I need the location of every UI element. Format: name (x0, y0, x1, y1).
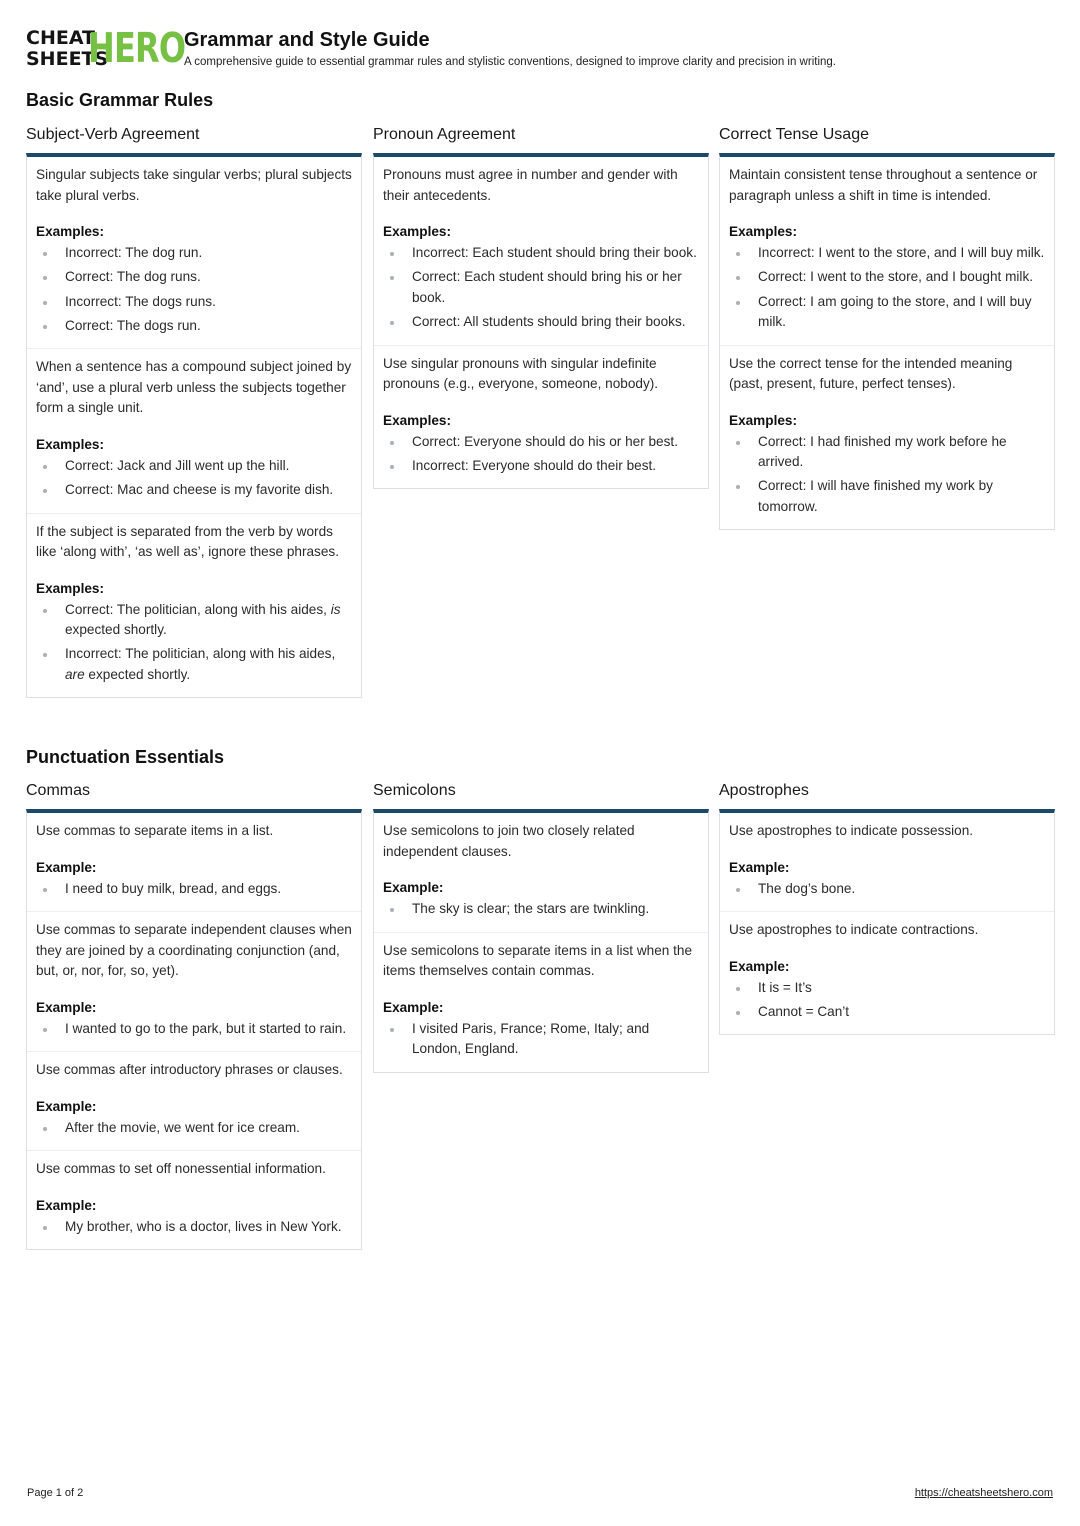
rule-block (374, 932, 708, 1072)
example-label: Example: (36, 859, 97, 875)
page-subtitle: A comprehensive guide to essential grammar rules and stylistic conventions, designed to improve clarity and precision in writing. (184, 56, 836, 68)
column-commas (26, 781, 362, 1250)
list-item: I wanted to go to the park, but it started to rain. (36, 1019, 352, 1040)
list-item: Incorrect: Everyone should do their best. (383, 456, 699, 477)
card-title-apostrophes: Apostrophes (719, 782, 809, 799)
list-item: Correct: The dog runs. (36, 267, 352, 288)
list-item: Correct: I am going to the store, and I will buy milk. (729, 292, 1045, 333)
rule-description: Use apostrophes to indicate possession. (729, 823, 974, 838)
list-item: Correct: Everyone should do his or her best. (383, 432, 699, 453)
examples-list (729, 432, 1045, 518)
list-item: Cannot = Can’t (729, 1002, 1045, 1023)
rule-block (27, 348, 361, 512)
rule-block (27, 157, 361, 348)
example-label: Example: (729, 958, 790, 974)
examples-list (36, 1118, 352, 1139)
examples-list (36, 1217, 352, 1238)
column-pronoun-agreement (373, 125, 709, 489)
rule-block (374, 813, 708, 932)
list-item (36, 644, 352, 685)
list-item: Correct: All students should bring their books. (383, 312, 699, 333)
examples-list (729, 879, 1045, 900)
list-item: The sky is clear; the stars are twinkling. (383, 899, 699, 920)
rule-description: If the subject is separated from the verb by words like ‘along with’, ‘as well as’, ignore these phrases. (36, 523, 339, 560)
example-label: Example: (36, 999, 97, 1015)
card-title-tense: Correct Tense Usage (719, 126, 869, 143)
list-item: Correct: Each student should bring his or her book. (383, 267, 699, 308)
card-title-pronoun: Pronoun Agreement (373, 126, 516, 143)
examples-label: Examples: (36, 436, 105, 452)
emphasized-verb: are (65, 666, 85, 682)
list-item: Correct: The dogs run. (36, 316, 352, 337)
rule-block (720, 345, 1054, 530)
rule-block (374, 345, 708, 489)
list-item: Correct: I will have finished my work by tomorrow. (729, 476, 1045, 517)
rule-description: Use commas to separate independent clauses when they are joined by a coordinating conjunction (and, but, or, nor, for, so, yet). (36, 922, 352, 978)
card-title-commas: Commas (26, 782, 91, 799)
example-text: Correct: The politician, along with his aides, (65, 601, 331, 617)
rule-block (27, 513, 361, 698)
example-label: Example: (383, 880, 444, 895)
list-item: Correct: Mac and cheese is my favorite dish. (36, 480, 352, 501)
list-item: Incorrect: Each student should bring their book. (383, 243, 699, 264)
page-header (26, 24, 1056, 72)
examples-list (729, 243, 1045, 333)
rule-block (27, 1150, 361, 1249)
section-title-punctuation: Punctuation Essentials (26, 747, 225, 767)
rule-description: Use commas after introductory phrases or clauses. (36, 1062, 343, 1077)
examples-list (36, 879, 352, 900)
list-item: I visited Paris, France; Rome, Italy; and London, England. (383, 1019, 699, 1060)
list-item: Correct: Jack and Jill went up the hill. (36, 456, 352, 477)
rule-block (27, 911, 361, 1051)
example-label: Example: (383, 999, 444, 1015)
examples-list (36, 456, 352, 501)
rule-description: Use the correct tense for the intended meaning (past, present, future, perfect tenses). (729, 355, 1013, 392)
example-label: Example: (36, 1197, 97, 1213)
examples-label: Examples: (729, 412, 798, 428)
example-label: Example: (36, 1098, 97, 1114)
list-item: Correct: I went to the store, and I bought milk. (729, 267, 1045, 288)
card-pronoun (373, 153, 709, 489)
site-link[interactable]: https://cheatsheetshero.com (914, 1487, 1053, 1499)
logo-text-cheat: CHEAT (26, 27, 96, 49)
list-item: My brother, who is a doctor, lives in New York. (36, 1217, 352, 1238)
example-text: expected shortly. (84, 666, 191, 682)
examples-label: Examples: (383, 224, 452, 239)
examples-label: Examples: (36, 224, 105, 239)
rule-block (27, 813, 361, 911)
examples-list (36, 1019, 352, 1040)
examples-list (729, 978, 1045, 1023)
card-title-semicolons: Semicolons (373, 782, 456, 799)
list-item: After the movie, we went for ice cream. (36, 1118, 352, 1139)
emphasized-verb: is (330, 601, 341, 617)
rule-description: Use apostrophes to indicate contractions. (729, 922, 979, 937)
rule-description: Singular subjects take singular verbs; plural subjects take plural verbs. (36, 167, 352, 203)
examples-list (383, 432, 699, 477)
examples-label: Examples: (383, 412, 452, 428)
card-apostrophes (719, 809, 1055, 1035)
rule-block (720, 813, 1054, 911)
list-item: It is = It’s (729, 978, 1045, 999)
rule-description: Use semicolons to join two closely related independent clauses. (383, 823, 635, 859)
examples-label: Examples: (36, 580, 105, 596)
column-correct-tense (719, 125, 1055, 530)
card-semicolons (373, 809, 709, 1073)
column-semicolons (373, 781, 709, 1073)
list-item: Incorrect: The dogs runs. (36, 292, 352, 313)
rule-description: Maintain consistent tense throughout a sentence or paragraph unless a shift in time is intended. (729, 167, 1038, 203)
rule-description: Use commas to separate items in a list. (36, 823, 274, 838)
list-item: Correct: I had finished my work before he arrived. (729, 432, 1045, 473)
examples-list (383, 1019, 699, 1060)
list-item (36, 600, 352, 641)
section-title-basic-grammar: Basic Grammar Rules (26, 90, 214, 110)
rule-block (27, 1051, 361, 1150)
rule-description: Use semicolons to separate items in a list when the items themselves contain commas. (383, 942, 693, 978)
example-text: expected shortly. (65, 622, 167, 638)
page-number: Page 1 of 2 (27, 1487, 84, 1499)
list-item: Incorrect: The dog run. (36, 243, 352, 264)
rule-description: Use singular pronouns with singular indefinite pronouns (e.g., everyone, someone, nobody). (383, 355, 659, 392)
card-commas (26, 809, 362, 1250)
column-apostrophes (719, 781, 1055, 1035)
list-item: The dog’s bone. (729, 879, 1045, 900)
example-text: Incorrect: The politician, along with his aides, (65, 646, 336, 662)
examples-list (383, 899, 699, 920)
examples-label: Examples: (729, 224, 798, 239)
rule-block (720, 911, 1054, 1034)
card-tense (719, 153, 1055, 530)
column-subject-verb-agreement (26, 125, 362, 698)
rule-block (720, 157, 1054, 345)
card-subject-verb (26, 153, 362, 698)
page-title: Grammar and Style Guide (184, 29, 430, 51)
cheatsheetshero-logo[interactable] (26, 24, 186, 72)
example-label: Example: (729, 859, 790, 875)
rule-description: Use commas to set off nonessential information. (36, 1161, 326, 1176)
rule-description: Pronouns must agree in number and gender with their antecedents. (383, 167, 678, 203)
rule-description: When a sentence has a compound subject joined by ‘and’, use a plural verb unless the subjects together form a single unit. (36, 359, 352, 416)
logo-text-sheets: SHEETS (26, 48, 109, 70)
examples-list (36, 243, 352, 336)
list-item: I need to buy milk, bread, and eggs. (36, 879, 352, 900)
examples-list (383, 243, 699, 333)
examples-list (36, 600, 352, 686)
logo-text-hero: HERO (88, 24, 186, 72)
card-title-subject-verb: Subject-Verb Agreement (26, 126, 200, 143)
rule-block (374, 157, 708, 345)
list-item: Incorrect: I went to the store, and I will buy milk. (729, 243, 1045, 264)
